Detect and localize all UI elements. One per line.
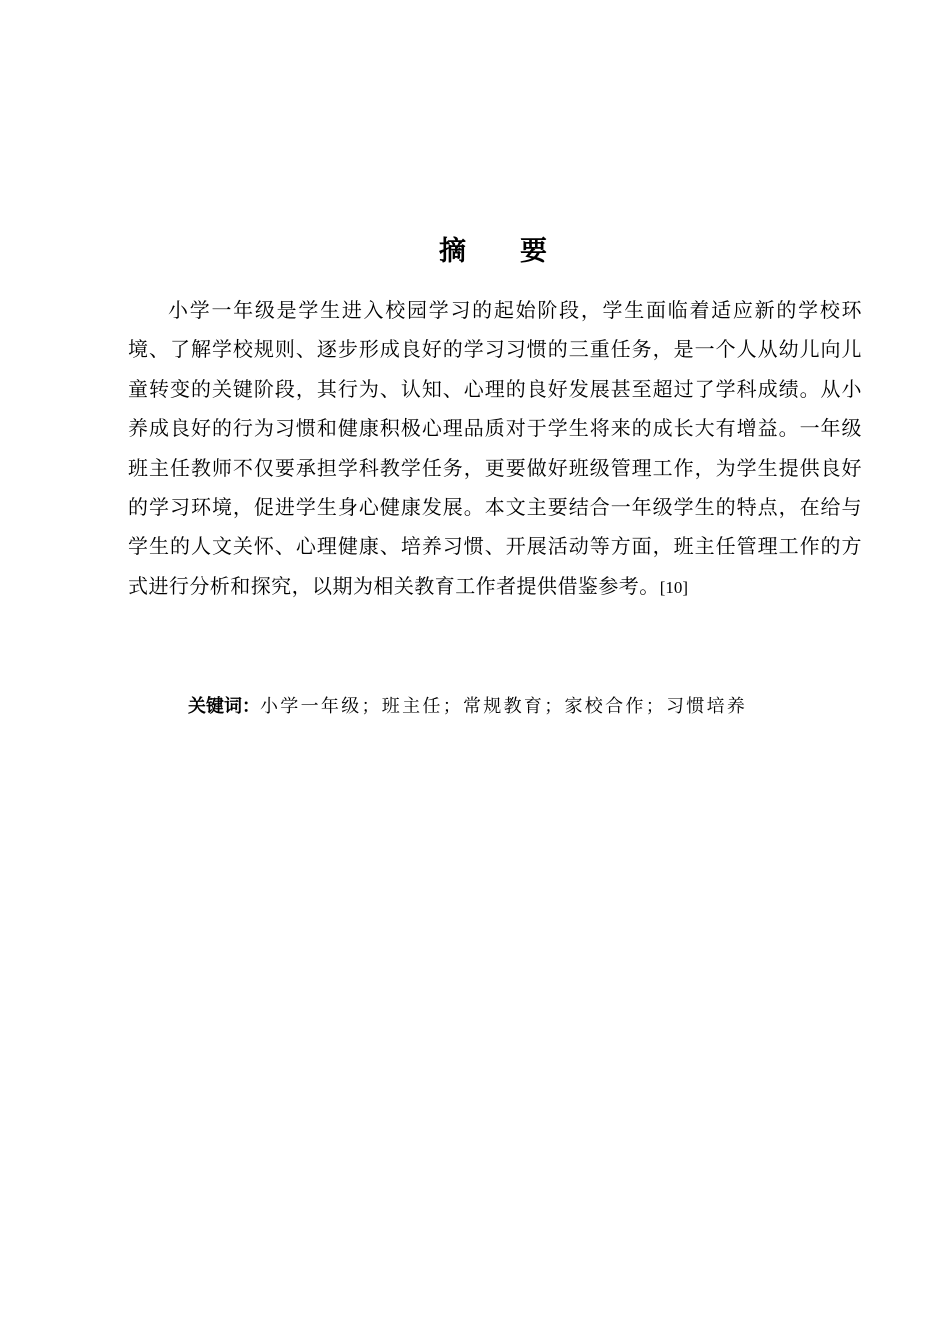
abstract-paragraph	[128, 291, 862, 607]
keywords-list: 小学一年级；班主任；常规教育；家校合作；习惯培养	[260, 696, 748, 717]
keywords-label: 关键词：	[188, 696, 260, 717]
abstract-title: 摘 要	[439, 236, 547, 267]
citation-reference: [10]	[659, 577, 689, 597]
keywords-line	[188, 690, 888, 724]
abstract-text: 小学一年级是学生进入校园学习的起始阶段，学生面临着适应新的学校环境、了解学校规则、逐步形成良好的学习习惯的三重任务，是一个人从幼儿向儿童转变的关键阶段，其行为、认知、心理的良好发展甚至超过了学科成绩。从小养成良好的行为习惯和健康积极心理品质对于学生将来的成长大有增益。一年级班主任教师不仅要承担学科教学任务，更要做好班级管理工作，为学生提供良好的学习环境，促进学生身心健康发展。本文主要结合一年级学生的特点，在给与学生的人文关怀、心理健康、培养习惯、开展活动等方面，班主任管理工作的方式进行分析和探究，以期为相关教育工作者提供借鉴参考。	[128, 298, 862, 598]
